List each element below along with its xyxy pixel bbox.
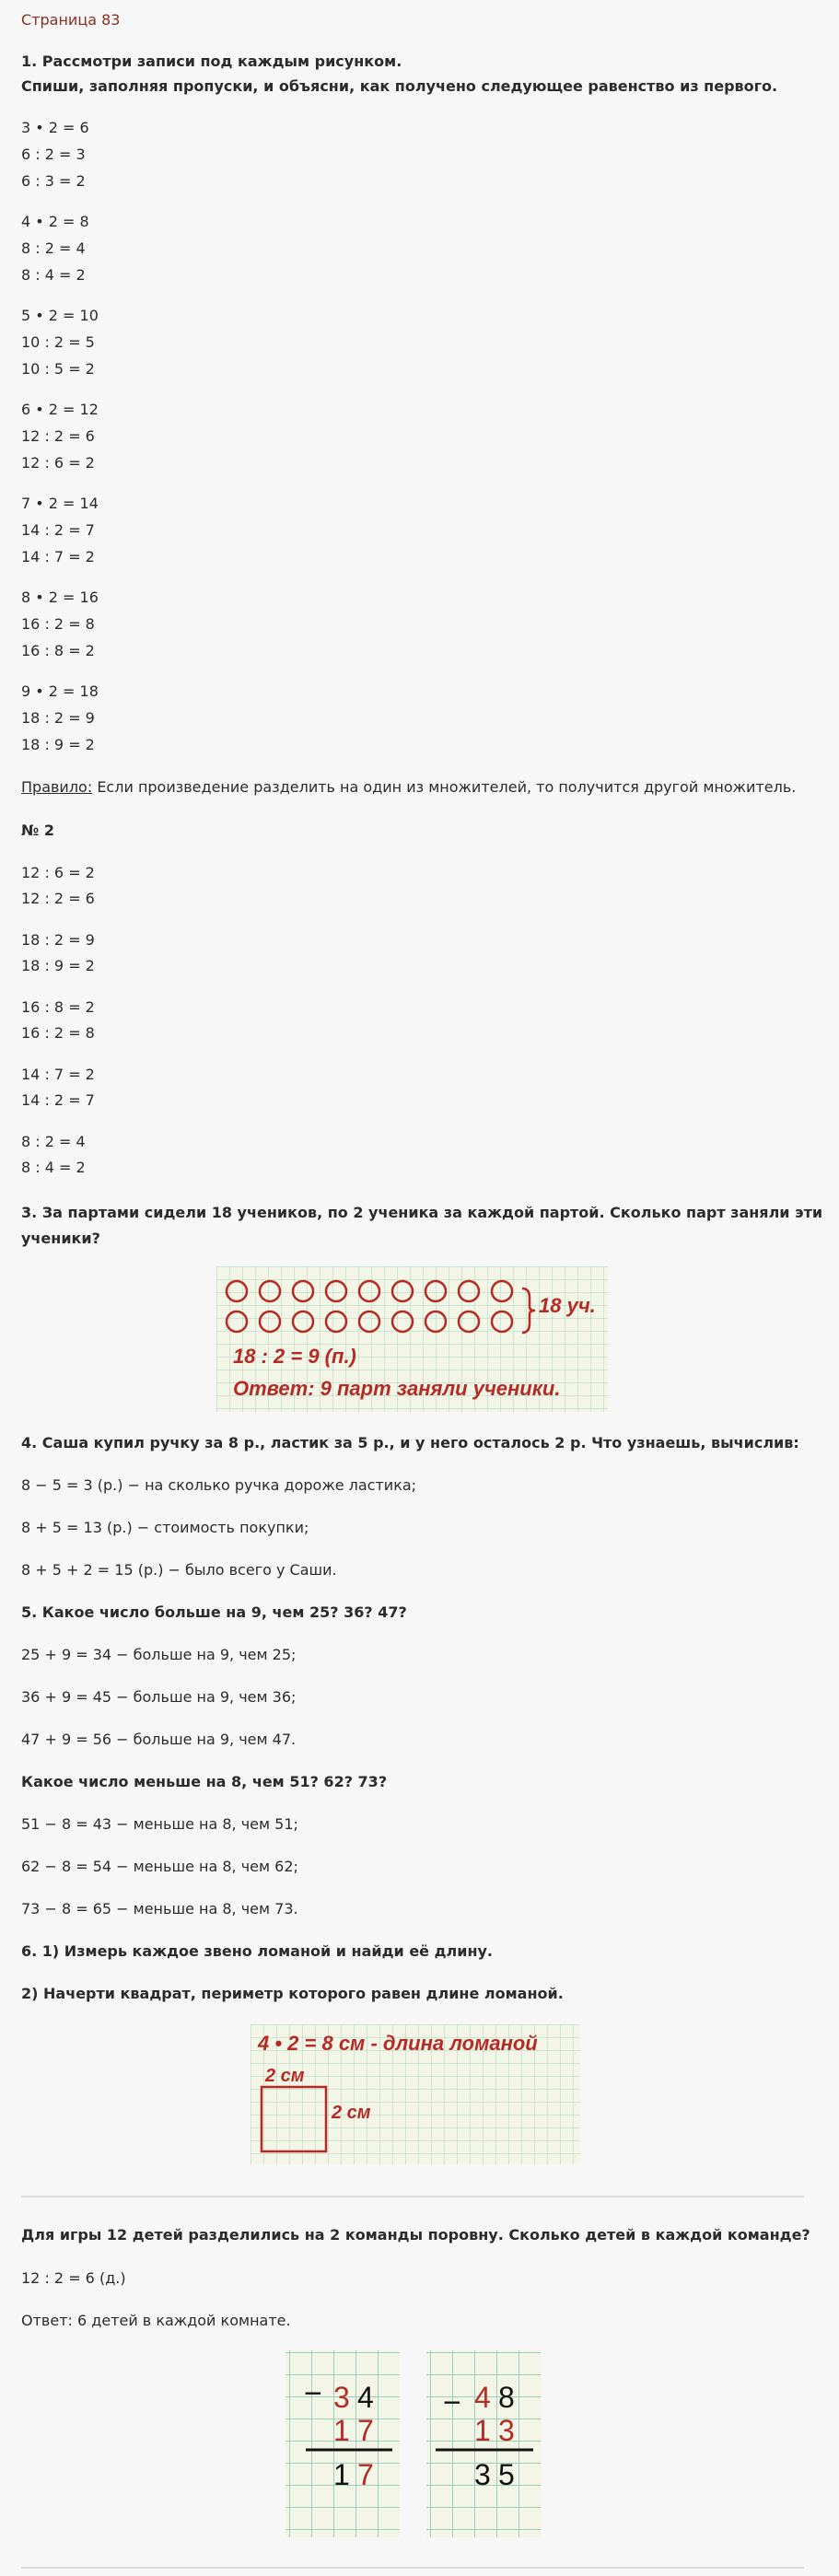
digit: 1	[474, 2414, 491, 2447]
brace-label: 18 уч.	[539, 1294, 596, 1317]
equation: 8 : 4 = 2	[21, 1159, 86, 1176]
equation: 6 • 2 = 12	[21, 401, 99, 418]
equation: 10 : 5 = 2	[21, 360, 95, 378]
column-subtraction-2	[426, 2350, 541, 2537]
task5-line: 47 + 9 = 56 − больше на 9, чем 47.	[21, 1731, 297, 1748]
equation: 18 : 9 = 2	[21, 736, 95, 753]
equation: 7 • 2 = 14	[21, 495, 99, 512]
equation: 12 : 2 = 6	[21, 427, 95, 445]
task4-line: 8 − 5 = 3 (р.) − на сколько ручка дороже ластика;	[21, 1476, 417, 1494]
digit: 7	[357, 2414, 374, 2447]
task5-line: 73 − 8 = 65 − меньше на 8, чем 73.	[21, 1900, 298, 1917]
equation: 12 : 2 = 6	[21, 890, 95, 907]
perimeter-caption: 4 • 2 = 8 см - длина ломаной	[258, 2032, 538, 2055]
rule-label: Правило:	[21, 778, 93, 796]
equation: 14 : 2 = 7	[21, 521, 95, 539]
task7-answer: Ответ: 6 детей в каждой комнате.	[21, 2312, 291, 2329]
task4-line: 8 + 5 + 2 = 15 (р.) − было всего у Саши.	[21, 1561, 337, 1579]
right-side-label: 2 см	[332, 2103, 371, 2123]
equation: 18 : 2 = 9	[21, 709, 95, 727]
divider	[21, 2567, 804, 2569]
equation: 16 : 8 = 2	[21, 642, 95, 659]
task1-subtitle: Спиши, заполняя пропуски, и объясни, как получено следующее равенство из первого.	[21, 77, 778, 95]
task2-title: № 2	[21, 822, 54, 839]
digit: 1	[333, 2414, 350, 2447]
digit: 8	[498, 2381, 515, 2414]
task3-title-line1: 3. За партами сидели 18 учеников, по 2 ученика за каждой партой. Сколько парт заняли эти	[21, 1204, 823, 1221]
equation: 12 : 6 = 2	[21, 864, 95, 881]
equation: 8 : 2 = 4	[21, 1133, 86, 1150]
task5-title2: Какое число меньше на 8, чем 51? 62? 73?	[21, 1773, 388, 1790]
equation: 8 : 4 = 2	[21, 266, 86, 284]
equation: 16 : 8 = 2	[21, 998, 95, 1016]
desks-figure	[216, 1266, 608, 1412]
equation: 8 • 2 = 16	[21, 589, 99, 606]
task6-title2: 2) Начерти квадрат, периметр которого равен длине ломаной.	[21, 1985, 564, 2002]
equation: 6 : 3 = 2	[21, 172, 86, 190]
digit: 7	[357, 2458, 374, 2491]
top-side-label: 2 см	[265, 2066, 305, 2086]
equation: 10 : 2 = 5	[21, 333, 95, 351]
task5-title: 5. Какое число больше на 9, чем 25? 36? 47?	[21, 1603, 407, 1621]
task5-line: 51 − 8 = 43 − меньше на 8, чем 51;	[21, 1815, 298, 1833]
desk-answer: Ответ: 9 парт заняли ученики.	[233, 1377, 561, 1400]
digit: 3	[333, 2381, 350, 2414]
task1-title: 1. Рассмотри записи под каждым рисунком.	[21, 52, 402, 70]
digit: 5	[498, 2458, 515, 2491]
equation: 9 • 2 = 18	[21, 682, 99, 700]
task3-title-line2: ученики?	[21, 1230, 100, 1247]
equation: 8 : 2 = 4	[21, 239, 86, 257]
digit: 1	[333, 2458, 350, 2491]
task7-solution: 12 : 2 = 6 (д.)	[21, 2269, 126, 2287]
equation: 18 : 2 = 9	[21, 931, 95, 949]
equation: 4 • 2 = 8	[21, 213, 89, 230]
page-header: Страница 83	[21, 11, 121, 29]
minus-sign: −	[304, 2376, 322, 2411]
task5-line: 62 − 8 = 54 − меньше на 8, чем 62;	[21, 1858, 298, 1875]
equation: 14 : 2 = 7	[21, 1091, 95, 1109]
square-figure	[251, 2024, 580, 2164]
desk-equation: 18 : 2 = 9 (п.)	[233, 1345, 356, 1368]
rule-text: Если произведение разделить на один из множителей, то получится другой множитель.	[92, 778, 797, 796]
equation: 18 : 9 = 2	[21, 957, 95, 974]
task5-line: 25 + 9 = 34 − больше на 9, чем 25;	[21, 1646, 297, 1663]
digit: 4	[474, 2381, 491, 2414]
divider	[21, 2196, 804, 2197]
equation: 5 • 2 = 10	[21, 307, 99, 324]
digit: 3	[474, 2458, 491, 2491]
equation: 14 : 7 = 2	[21, 1066, 95, 1083]
task6-title1: 6. 1) Измерь каждое звено ломаной и найди её длину.	[21, 1942, 494, 1960]
task4-line: 8 + 5 = 13 (р.) − стоимость покупки;	[21, 1519, 309, 1536]
task5-line: 36 + 9 = 45 − больше на 9, чем 36;	[21, 1688, 297, 1706]
digit: 3	[498, 2414, 515, 2447]
task7-title: Для игры 12 детей разделились на 2 команды поровну. Сколько детей в каждой команде?	[21, 2226, 810, 2244]
equation: 14 : 7 = 2	[21, 548, 95, 565]
equation: 12 : 6 = 2	[21, 454, 95, 472]
equation: 3 • 2 = 6	[21, 119, 89, 136]
column-subtraction-1	[285, 2350, 400, 2537]
task4-title: 4. Саша купил ручку за 8 р., ластик за 5 р., и у него осталось 2 р. Что узнаешь, вычислив:	[21, 1434, 799, 1451]
minus-sign: −	[443, 2385, 461, 2420]
equation: 6 : 2 = 3	[21, 146, 86, 163]
equation: 16 : 2 = 8	[21, 615, 95, 633]
rule	[21, 778, 796, 797]
equation: 16 : 2 = 8	[21, 1024, 95, 1042]
digit: 4	[357, 2381, 374, 2414]
